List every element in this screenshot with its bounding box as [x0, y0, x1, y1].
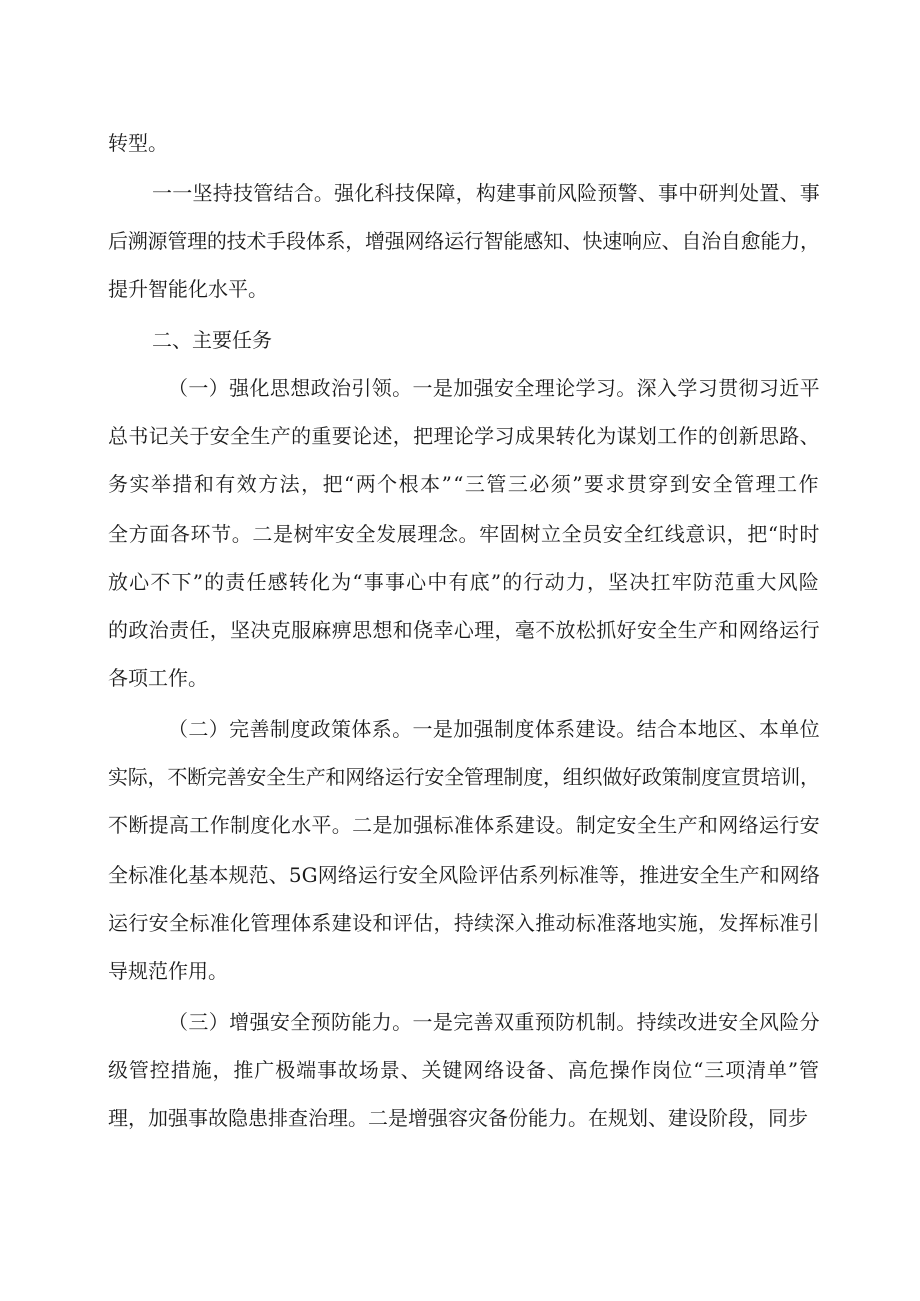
paragraph-line: （二）完善制度政策体系。一是加强制度体系建设。结合本地区、本单位 — [168, 717, 820, 741]
paragraph-line: 转型。 — [108, 131, 168, 155]
paragraph-line: （一）强化思想政治引领。一是加强安全理论学习。深入学习贯彻习近平 — [168, 376, 820, 400]
document-body — [108, 0, 820, 1301]
paragraph-line: 一一坚持技管结合。强化科技保障，构建事前风险预警、事中研判处置、事 — [152, 181, 820, 205]
paragraph-line: 导规范作用。 — [108, 959, 228, 983]
paragraph-line: 全标准化基本规范、5G网络运行安全风险评估系列标准等，推进安全生产和网络 — [108, 863, 820, 887]
paragraph-line: 总书记关于安全生产的重要论述，把理论学习成果转化为谋划工作的创新思路、 — [108, 424, 820, 448]
paragraph-line: 实际，不断完善安全生产和网络运行安全管理制度，组织做好政策制度宣贯培训， — [108, 765, 820, 789]
paragraph-line: 全方面各环节。二是树牢安全发展理念。牢固树立全员安全红线意识，把“时时 — [108, 522, 820, 546]
paragraph-line: 不断提高工作制度化水平。二是加强标准体系建设。制定安全生产和网络运行安 — [108, 813, 820, 837]
paragraph-line: 提升智能化水平。 — [108, 277, 268, 301]
paragraph-line: 放心不下”的责任感转化为“事事心中有底”的行动力，坚决扛牢防范重大风险 — [108, 570, 820, 594]
paragraph-line: 理，加强事故隐患排查治理。二是增强容灾备份能力。在规划、建设阶段，同步 — [108, 1106, 808, 1130]
paragraph-line: 级管控措施，推广极端事故场景、关键网络设备、高危操作岗位“三项清单”管 — [108, 1058, 820, 1082]
paragraph-line: （三）增强安全预防能力。一是完善双重预防机制。持续改进安全风险分 — [168, 1010, 820, 1034]
paragraph-line: 二、主要任务 — [152, 328, 272, 352]
paragraph-line: 运行安全标准化管理体系建设和评估，持续深入推动标准落地实施，发挥标准引 — [108, 911, 820, 935]
paragraph-line: 的政治责任，坚决克服麻痹思想和侥幸心理，毫不放松抓好安全生产和网络运行 — [108, 618, 820, 642]
paragraph-line: 各项工作。 — [108, 666, 208, 690]
paragraph-line: 务实举措和有效方法，把“两个根本”“三管三必须”要求贯穿到安全管理工作 — [108, 472, 820, 496]
paragraph-line: 后溯源管理的技术手段体系，增强网络运行智能感知、快速响应、自治自愈能力， — [108, 229, 820, 253]
